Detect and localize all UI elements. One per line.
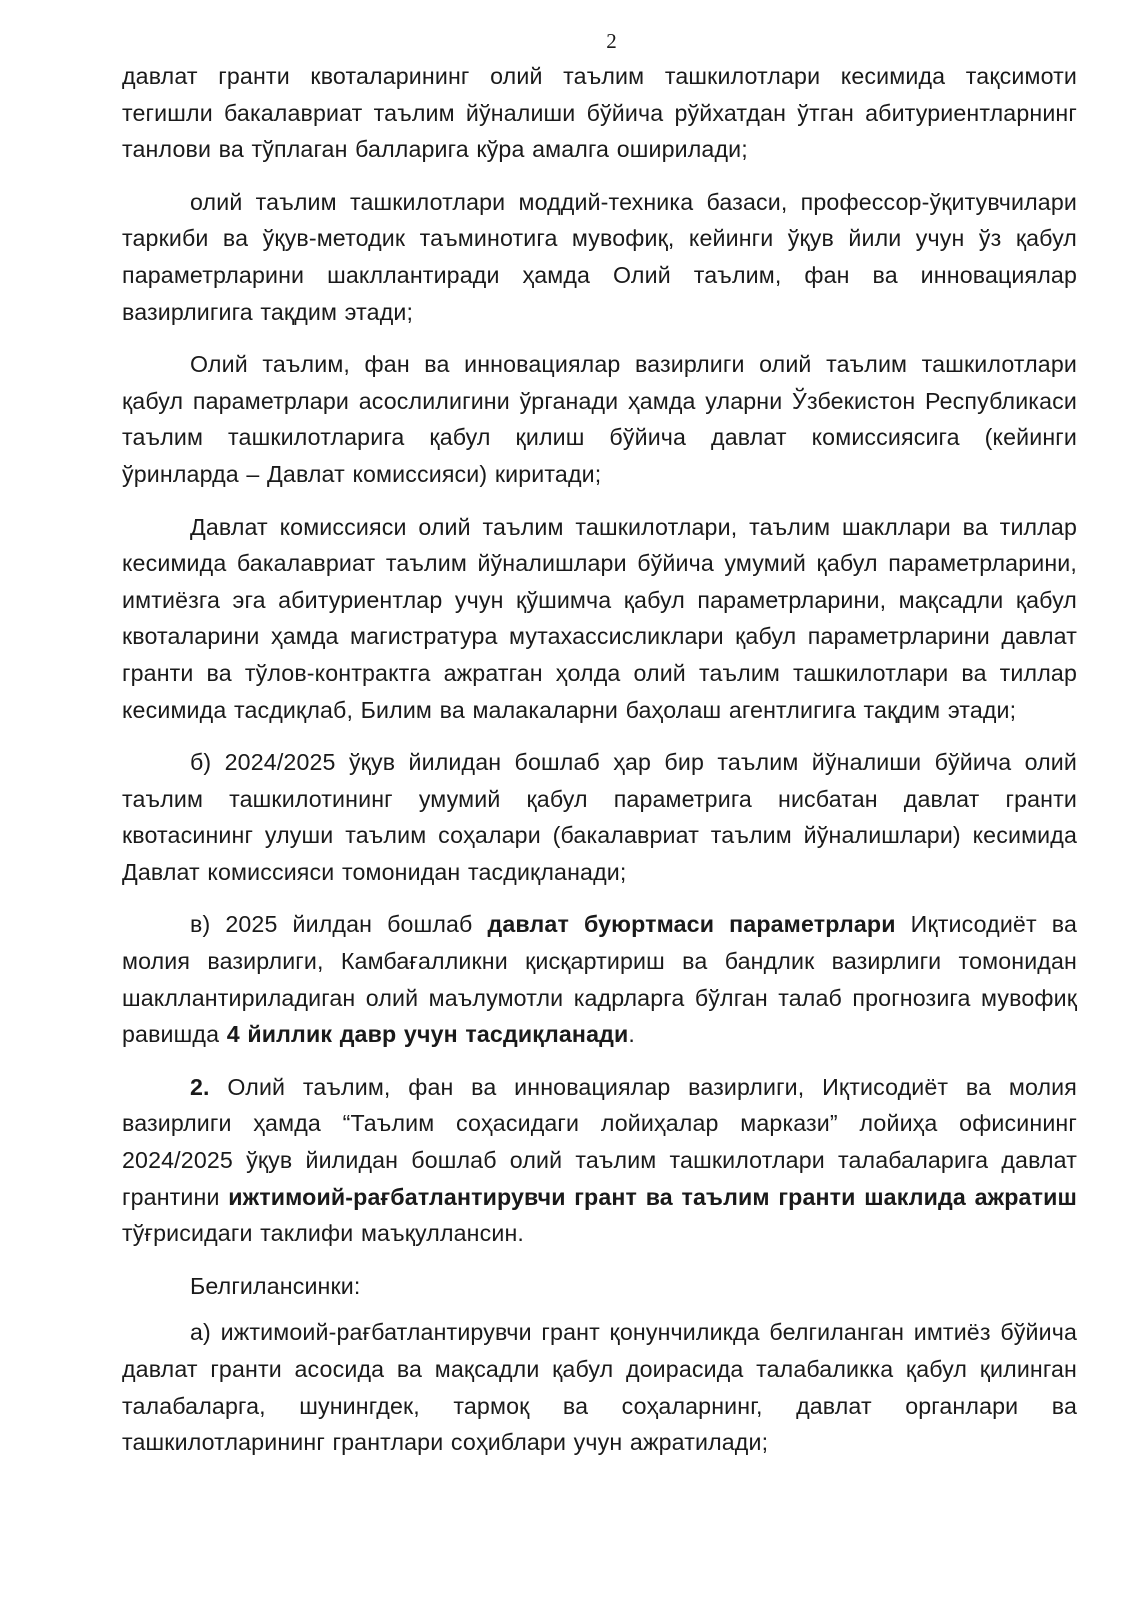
section-number: 2. (190, 1073, 210, 1100)
paragraph-item-a: а) ижтимоий-рағбатлантирувчи грант қонунчиликда белгиланган имтиёз бўйича давлат гранти асосида ва мақсадли қабул доирасида талабаликка қабул қилинган талабаларга, шунингдек, тармоқ ва соҳаларнинг, давлат органлари ва ташкилотларининг грантлари соҳиблари учун ажратилади; (122, 1319, 1077, 1456)
item-v-bold-2: 4 йиллик давр учун тасдиқланади (226, 1021, 629, 1048)
paragraph-institution-parameters: олий таълим ташкилотлари моддий-техника базаси, профессор-ўқитувчилари таркиби ва ўқув-методик таъминотига мувофиқ, кейинги ўқув йили учун ўз қабул параметрларини шакллантиради ҳамда Олий таълим, фан ва инновациялар вазирлигига тақдим этади; (122, 188, 1077, 325)
paragraph-quota-distribution: давлат гранти квоталарининг олий таълим ташкилотлари кесимида тақсимоти тегишли бакалавриат таълим йўналиши бўйича рўйхатдан ўтган абитуриентларнинг танлови ва тўплаган балларига кўра амалга оширилади; (122, 63, 1077, 163)
section-2-text-2: тўғрисидаги таклифи маъқуллансин. (122, 1220, 525, 1247)
page-number: 2 (606, 29, 617, 53)
paragraph-section-2 (122, 1069, 1077, 1252)
section-2-bold: ижтимоий-рағбатлантирувчи грант ва таълим гранти шаклида ажратиш (228, 1183, 1077, 1210)
section-2-text-1: Олий таълим, фан ва инновациялар вазирлиги, Иқтисодиёт ва молия вазирлиги ҳамда “Таълим соҳасидаги лойиҳалар маркази” лойиҳа офисининг 2024/2025 ўқув йилидан бошлаб олий таълим ташкилотлари талабаларига давлат грантини (122, 1073, 1077, 1210)
paragraph-ministry-review: Олий таълим, фан ва инновациялар вазирлиги олий таълим ташкилотлари қабул параметрлари асослилигини ўрганади ҳамда уларни Ўзбекистон Республикаси таълим ташкилотларига қабул қилиш бўйича давлат комиссиясига (кейинги ўринларда – Давлат комиссияси) киритади; (122, 351, 1077, 487)
paragraph-established: Белгилансинки: (190, 1272, 361, 1299)
paragraph-item-v (122, 906, 1077, 1052)
item-v-text-1: в) 2025 йилдан бошлаб (190, 911, 488, 938)
item-v-bold-1: давлат буюртмаси параметрлари (487, 911, 896, 938)
paragraph-state-commission: Давлат комиссияси олий таълим ташкилотлари, таълим шакллари ва тиллар кесимида бакалавриат таълим йўналишлари бўйича умумий қабул параметрларини, имтиёзга эга абитуриентлар учун қўшимча қабул параметрларини, мақсадли қабул квоталарини ҳамда магистратура мутахассисликлари қабул параметрларини давлат гранти ва тўлов-контрактга ажратган ҳолда олий таълим ташкилотлари ва тиллар кесимида тасдиқлаб, Билим ва малакаларни баҳолаш агентлигига тақдим этади; (122, 513, 1077, 723)
paragraph-item-b: б) 2024/2025 ўқув йилидан бошлаб ҳар бир таълим йўналиши бўйича олий таълим ташкилотининг умумий қабул параметрига нисбатан давлат гранти квотасининг улуши таълим соҳалари (бакалавриат таълим йўналишлари) кесимида Давлат комиссияси томонидан тасдиқланади; (122, 749, 1077, 885)
item-v-text-3: . (628, 1021, 635, 1048)
item-v-text-2: Иқтисодиёт ва молия вазирлиги, Камбағалликни қисқартириш ва бандлик вазирлиги томонидан шакллантириладиган олий маълумотли кадрларга бўлган талаб прогнозига мувофиқ равишда (122, 911, 1078, 1048)
